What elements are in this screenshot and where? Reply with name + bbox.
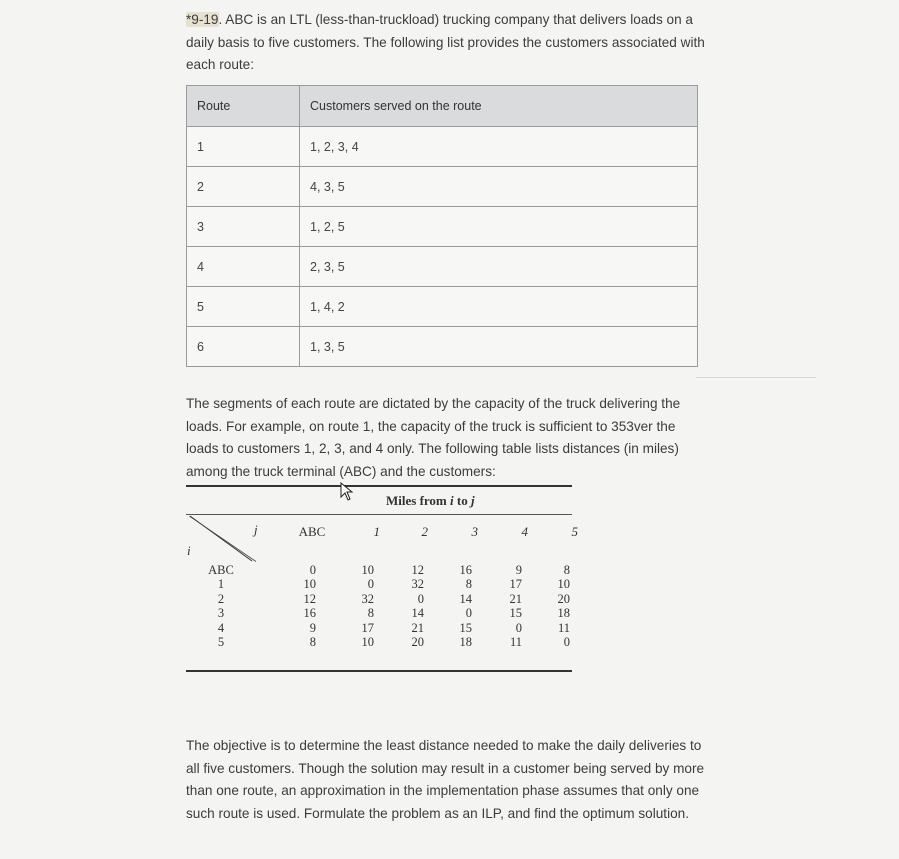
cell: 8: [563, 563, 570, 577]
cell: 17: [509, 577, 522, 592]
cell: 0: [515, 620, 522, 635]
cell: 10: [557, 577, 570, 592]
col-4-values: [496, 563, 522, 649]
caption-mid: to: [453, 493, 471, 508]
cell: 0: [465, 606, 472, 621]
mouse-pointer-icon: [340, 482, 356, 502]
route-cell: 6: [187, 327, 300, 367]
table-row: [187, 247, 698, 287]
route-cell: 5: [187, 287, 300, 327]
col-header-5: 5: [571, 524, 578, 539]
cell: 16: [459, 563, 472, 577]
problem-statement: [186, 9, 706, 77]
cell: 12: [303, 591, 316, 606]
customers-cell: 4, 3, 5: [300, 167, 698, 207]
customers-cell: 1, 2, 3, 4: [300, 127, 698, 167]
route-cell: 2: [187, 167, 300, 207]
table-top-rule: [186, 485, 572, 487]
cell: 18: [459, 635, 472, 650]
col-2-values: [398, 563, 424, 649]
cell: 8: [465, 577, 472, 592]
problem-number: *9-19: [186, 12, 219, 27]
customers-header: Customers served on the route: [300, 86, 698, 127]
cell: 10: [361, 563, 374, 577]
cell: 16: [303, 606, 316, 621]
divider: [696, 377, 816, 378]
distance-caption: [386, 493, 475, 509]
cell: 14: [411, 606, 424, 621]
cell: 11: [509, 635, 522, 650]
col-1-values: [348, 563, 374, 649]
col-header-3: 3: [471, 524, 478, 539]
diagonal-wedge: [190, 516, 256, 562]
j-label: j: [254, 522, 258, 537]
row-label: 4: [217, 620, 225, 635]
route-cell: 1: [187, 127, 300, 167]
cell: 17: [361, 620, 374, 635]
cell: 0: [417, 591, 424, 606]
route-cell: 4: [187, 247, 300, 287]
row-label: 3: [217, 606, 225, 621]
middle-paragraph: The segments of each route are dictated by the capacity of the truck delivering the loads. For example, on route 1, the capacity of the truck is sufficient to 353ver the loads to customers 1, 2, 3, and 4 only. The following table lists distances (in miles) among the truck terminal (ABC) and the customers:: [186, 396, 681, 479]
caption-prefix: Miles from: [386, 493, 451, 508]
table-row: [187, 127, 698, 167]
table-row: [187, 327, 698, 367]
col-3-values: [446, 563, 472, 649]
cell: 21: [411, 620, 424, 635]
customers-cell: 1, 2, 5: [300, 207, 698, 247]
cell: 18: [557, 606, 570, 621]
row-label: 1: [217, 577, 225, 592]
cell: 20: [411, 635, 424, 650]
table-row: [187, 287, 698, 327]
col-header-1: 1: [373, 524, 380, 539]
cell: 20: [557, 591, 570, 606]
cell: 10: [303, 577, 316, 592]
cell: 15: [509, 606, 522, 621]
cell: 9: [515, 563, 522, 577]
row-labels: [204, 563, 238, 649]
caption-i: i: [450, 493, 454, 508]
route-table-header: [187, 86, 698, 127]
closing-paragraph: The objective is to determine the least distance needed to make the daily deliveries to all five customers. Though the solution may result in a customer being served by more than one route, an approximation in the implementation phase assumes that only one such route is used. Formulate the problem as an ILP, and find the optimum solution.: [186, 738, 705, 821]
cell: 12: [411, 563, 424, 577]
caption-j: j: [471, 493, 475, 508]
cell: 10: [361, 635, 374, 650]
customers-cell: 1, 3, 5: [300, 327, 698, 367]
cell: 11: [557, 620, 570, 635]
cell: 32: [361, 591, 374, 606]
cell: 9: [309, 620, 316, 635]
row-label: 2: [217, 591, 225, 606]
cell: 8: [309, 635, 316, 650]
distance-table: [186, 485, 578, 675]
row-label: ABC: [208, 563, 234, 577]
route-cell: 3: [187, 207, 300, 247]
table-row: [187, 167, 698, 207]
col-header-2: 2: [421, 524, 428, 539]
cell: 8: [367, 606, 374, 621]
route-table: [186, 85, 698, 367]
cell: 0: [563, 635, 570, 650]
col-header-abc: ABC: [298, 524, 326, 539]
col-5-values: [544, 563, 570, 649]
cell: 0: [367, 577, 374, 592]
cell: 32: [411, 577, 424, 592]
route-header: Route: [187, 86, 300, 127]
i-label: i: [187, 543, 191, 558]
cell: 0: [309, 563, 316, 577]
cell: 21: [509, 591, 522, 606]
cell: 14: [459, 591, 472, 606]
row-label: 5: [217, 635, 225, 650]
problem-intro: . ABC is an LTL (less-than-truckload) trucking company that delivers loads on a daily basis to five customers. The following list provides the customers associated with each route:: [186, 12, 705, 72]
col-header-4: 4: [521, 524, 528, 539]
customers-cell: 2, 3, 5: [300, 247, 698, 287]
table-row: [187, 207, 698, 247]
col-abc-values: [290, 563, 316, 649]
customers-cell: 1, 4, 2: [300, 287, 698, 327]
cell: 15: [459, 620, 472, 635]
table-bottom-rule: [186, 670, 572, 672]
